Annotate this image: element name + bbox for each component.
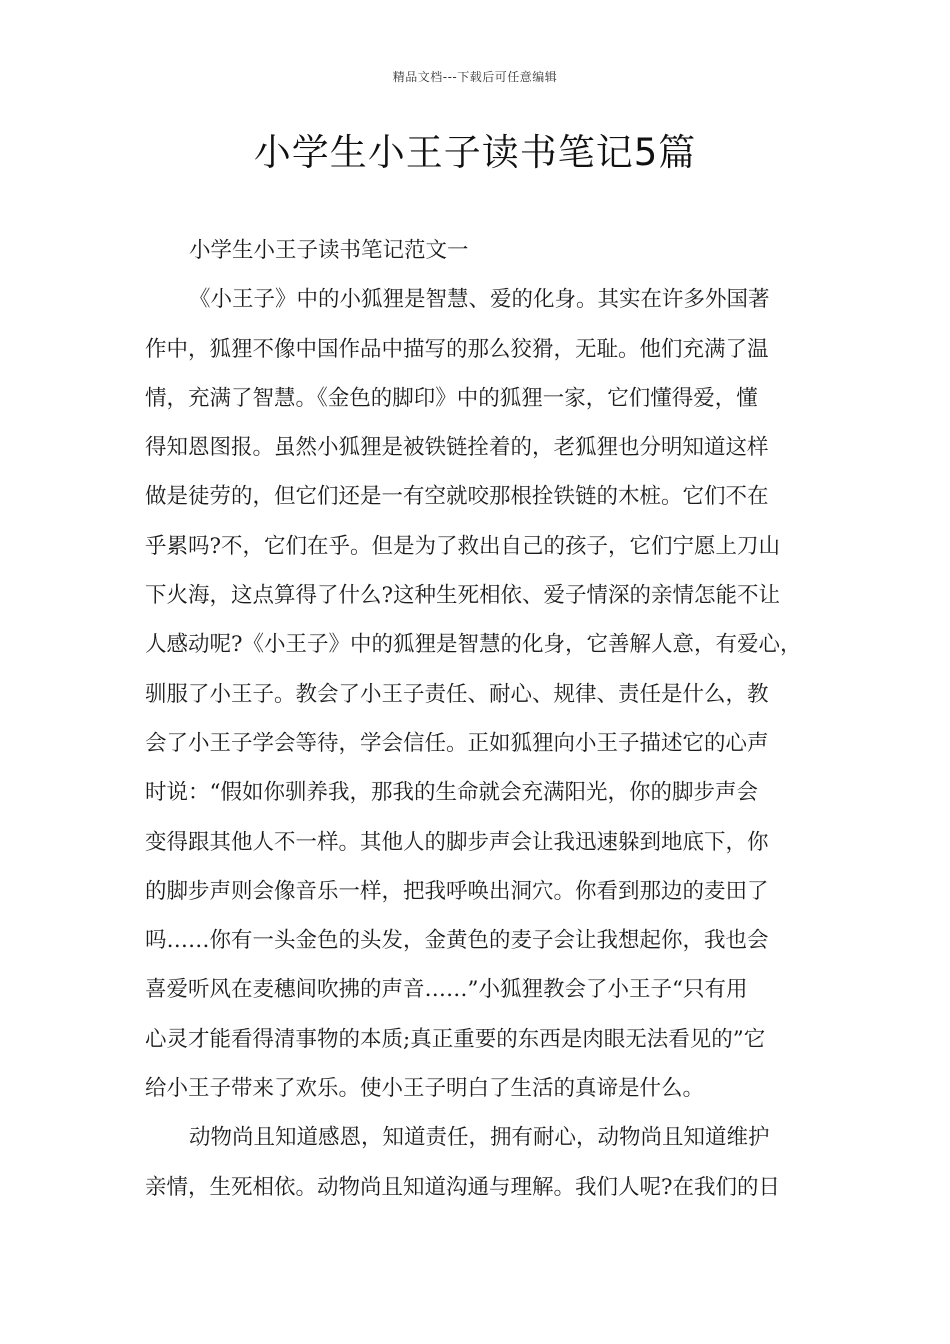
paragraph-line: 时说：“假如你驯养我，那我的生命就会充满阳光，你的脚步声会 <box>145 780 758 806</box>
paragraph-line: 情，充满了智慧。《金色的脚印》中的狐狸一家，它们懂得爱，懂 <box>145 385 758 411</box>
paragraph-line: 变得跟其他人不一样。其他人的脚步声会让我迅速躲到地底下，你 <box>145 829 769 855</box>
paragraph-line: 驯服了小王子。教会了小王子责任、耐心、规律、责任是什么，教 <box>145 681 769 707</box>
paragraph-line: 乎累吗?不，它们在乎。但是为了救出自己的孩子，它们宁愿上刀山 <box>145 533 781 559</box>
paragraph-line: 人感动呢?《小王子》中的狐狸是智慧的化身，它善解人意，有爱心， <box>145 632 802 658</box>
paragraph-line: 心灵才能看得清事物的本质;真正重要的东西是肉眼无法看见的”它 <box>145 1026 766 1052</box>
paragraph-line: 吗……你有一头金色的头发，金黄色的麦子会让我想起你，我也会 <box>145 928 769 954</box>
section-heading: 小学生小王子读书笔记范文一 <box>189 238 469 263</box>
paragraph-line: 作中，狐狸不像中国作品中描写的那么狡猾，无耻。他们充满了温 <box>145 336 769 362</box>
paragraph-line: 喜爱听风在麦穗间吹拂的声音……”小狐狸教会了小王子“只有用 <box>145 977 748 1003</box>
document-title: 小学生小王子读书笔记5篇 <box>253 131 697 174</box>
paragraph-line: 得知恩图报。虽然小狐狸是被铁链拴着的，老狐狸也分明知道这样 <box>145 435 769 461</box>
paragraph-line: 做是徒劳的，但它们还是一有空就咬那根拴铁链的木桩。它们不在 <box>145 484 769 510</box>
paragraph-line: 《小王子》中的小狐狸是智慧、爱的化身。其实在许多外国著 <box>189 287 770 313</box>
paragraph-line: 会了小王子学会等待，学会信任。正如狐狸向小王子描述它的心声 <box>145 730 769 756</box>
paragraph-line: 亲情，生死相依。动物尚且知道沟通与理解。我们人呢?在我们的日 <box>145 1174 781 1200</box>
paragraph-line: 动物尚且知道感恩，知道责任，拥有耐心，动物尚且知道维护 <box>189 1125 770 1151</box>
document-body <box>145 226 820 1212</box>
paragraph-line: 给小王子带来了欢乐。使小王子明白了生活的真谛是什么。 <box>145 1076 705 1102</box>
paragraph-line: 的脚步声则会像音乐一样，把我呼唤出洞穴。你看到那边的麦田了 <box>145 878 769 904</box>
paragraph-line: 下火海，这点算得了什么?这种生死相依、爱子情深的亲情怎能不让 <box>145 583 781 609</box>
page-header: 精品文档---下载后可任意编辑 <box>392 70 558 84</box>
